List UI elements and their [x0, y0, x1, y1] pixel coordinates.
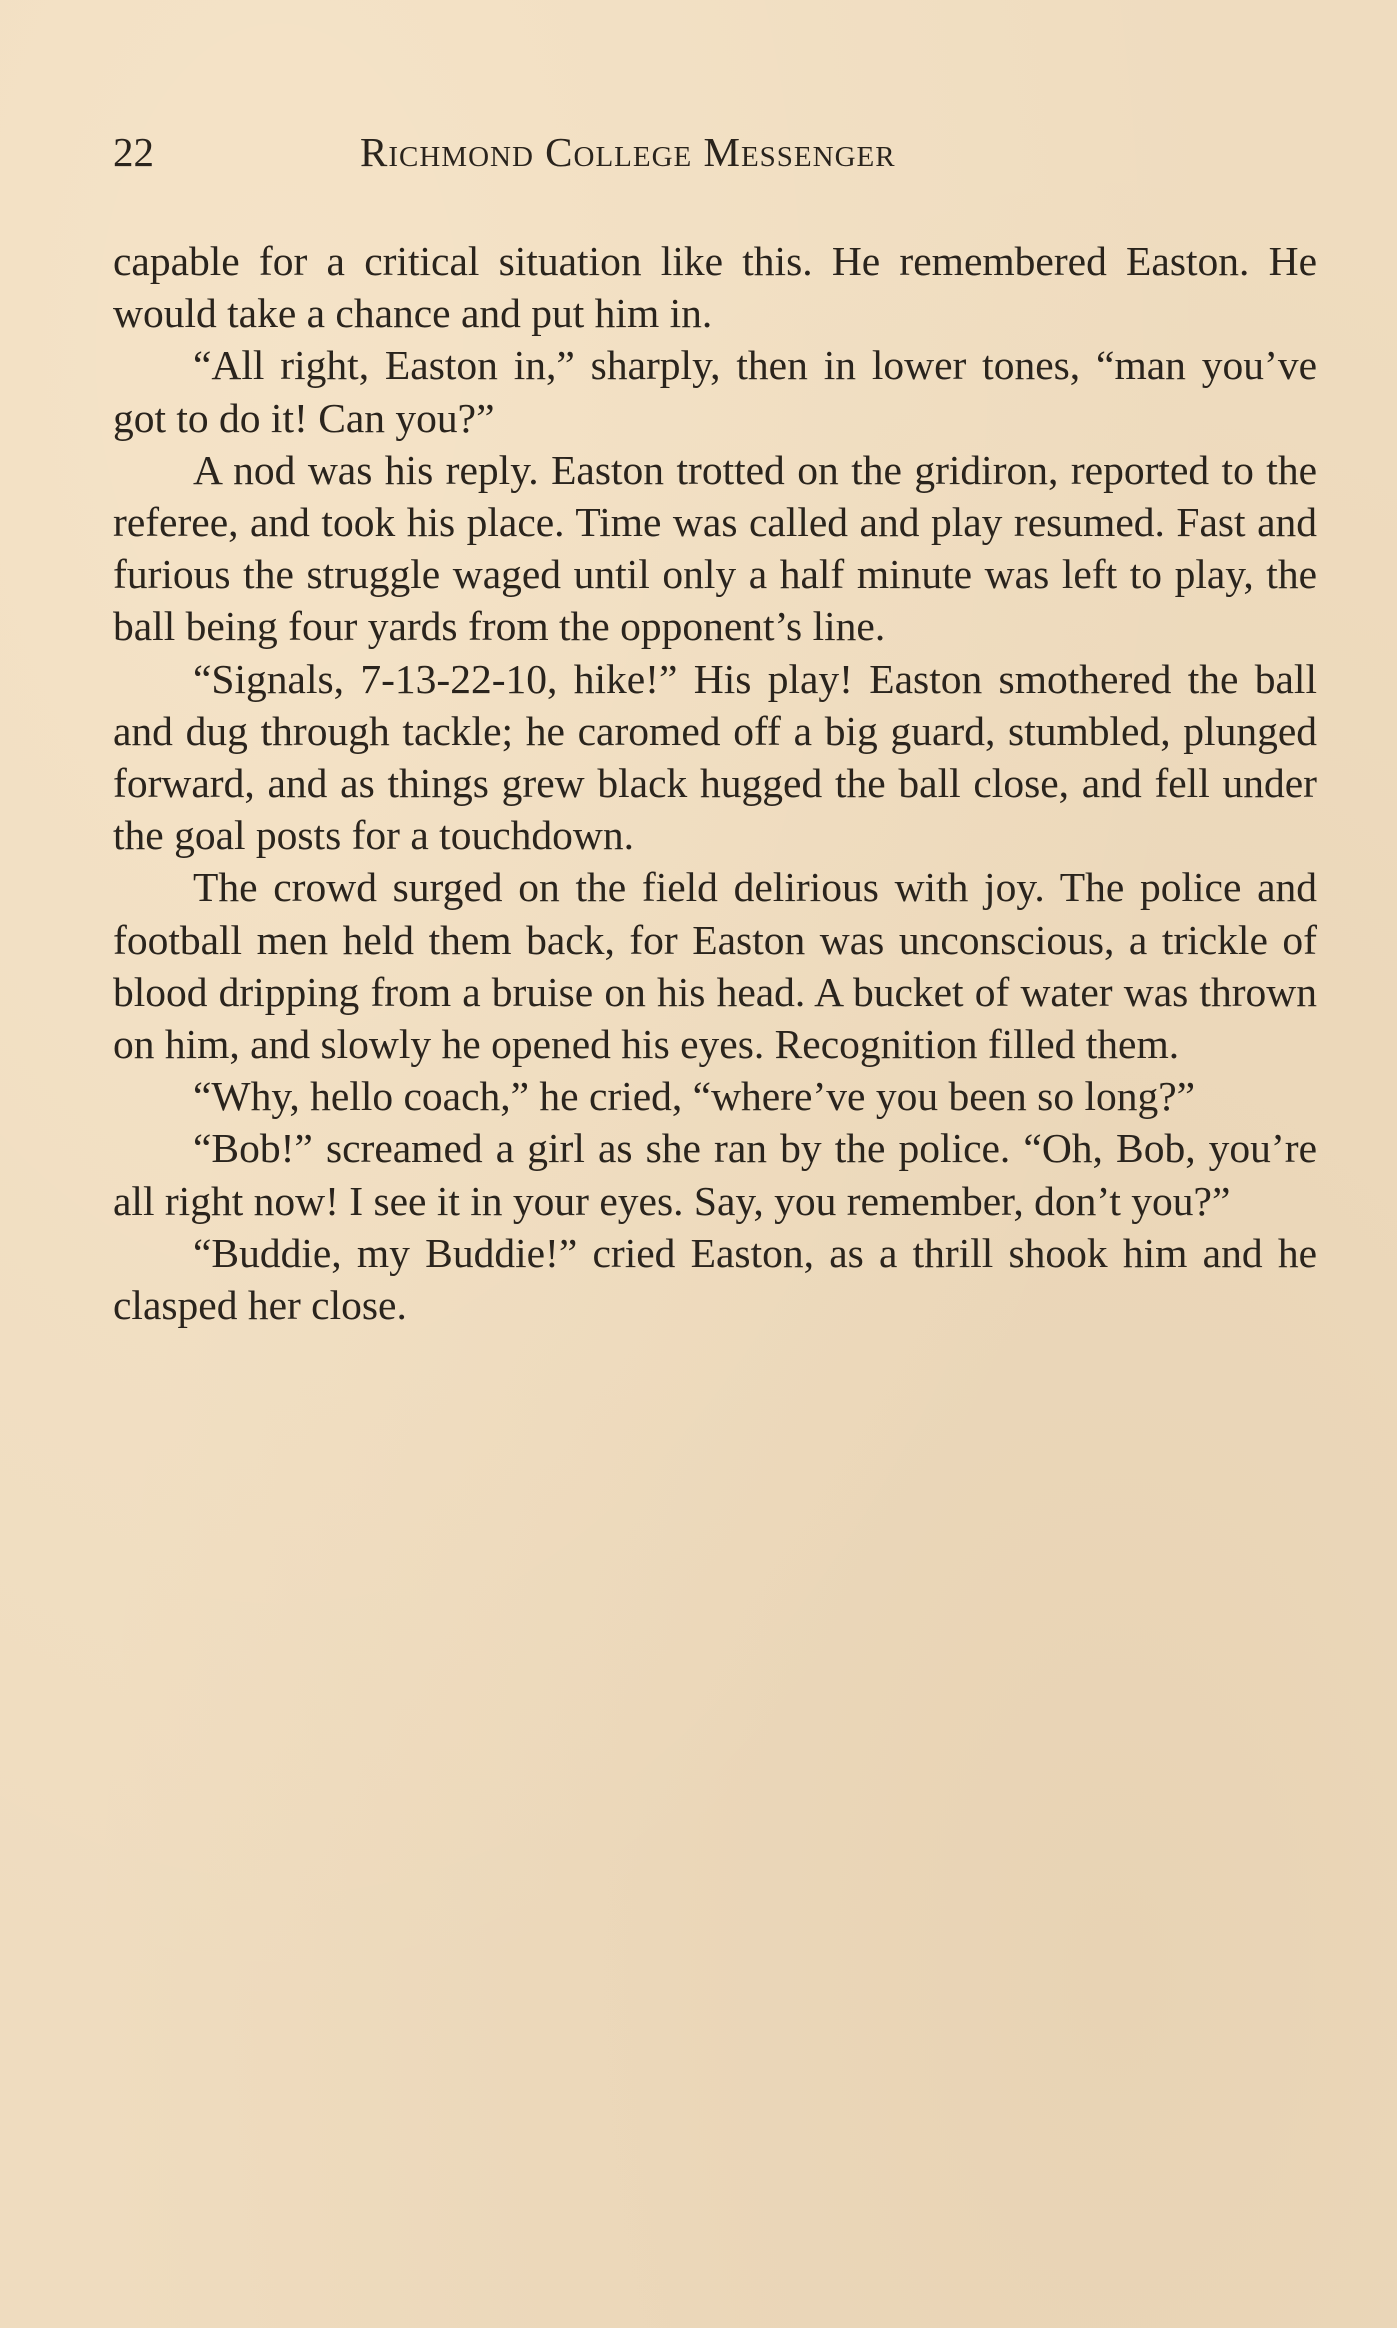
- header-title: Richmond College Messenger: [360, 129, 896, 175]
- page-number: 22: [113, 129, 154, 175]
- running-head: [113, 122, 1323, 182]
- body-text: [113, 235, 1317, 1331]
- paragraph-1: capable for a critical situation like this. He remembered Easton. He would take a chance and put him in.: [113, 238, 1317, 337]
- paragraph-3: A nod was his reply. Easton trotted on the gridiron, reported to the referee, and took his place. Time was called and play resumed. Fast and furious the struggle waged until only a half minute was left to play, the ball being four yards from the opponent’s line.: [113, 446, 1317, 650]
- paragraph-6: “Why, hello coach,” he cried, “where’ve you been so long?”: [193, 1073, 1196, 1120]
- paragraph-8: “Buddie, my Buddie!” cried Easton, as a thrill shook him and he clasped her close.: [113, 1229, 1317, 1329]
- paragraph-7: “Bob!” screamed a girl as she ran by the police. “Oh, Bob, you’re all right now! I see it in your eyes. Say, you remember, don’t you?”: [113, 1125, 1317, 1224]
- paragraph-5: The crowd surged on the field delirious with joy. The police and football men held them back, for Easton was unconscious, a trickle of blood dripping from a bruise on his head. A bucket of water was thrown on him, and slowly he opened his eyes. Recognition filled them.: [113, 864, 1317, 1068]
- paragraph-4: “Signals, 7-13-22-10, hike!” His play! Easton smothered the ball and dug through tackle; he caromed off a big guard, stumbled, plunged forward, and as things grew black hugged the ball close, and fell under the goal posts for a touchdown.: [113, 655, 1317, 859]
- paragraph-2: “All right, Easton in,” sharply, then in lower tones, “man you’ve got to do it! Can you?”: [113, 342, 1317, 441]
